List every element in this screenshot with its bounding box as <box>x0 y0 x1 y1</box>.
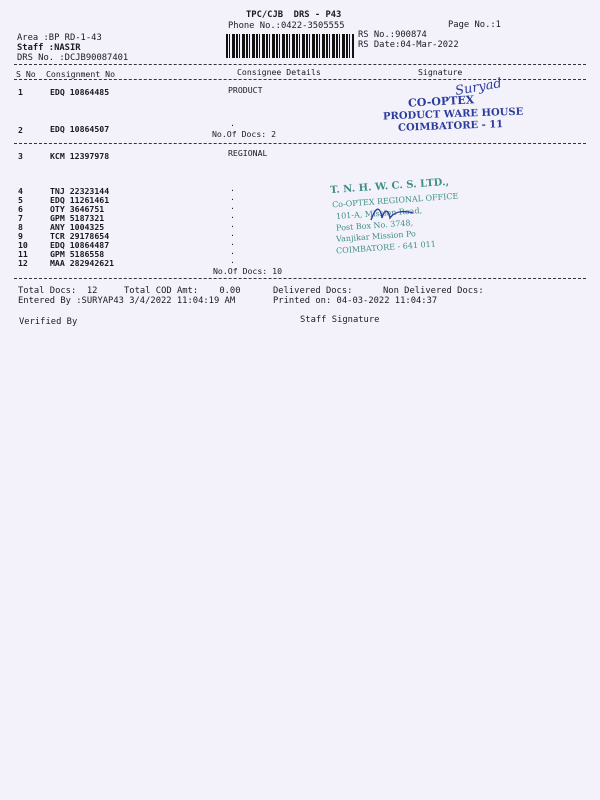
rs-number: RS No.:900874 <box>358 30 427 40</box>
entered-by: Entered By :SURYAP43 3/4/2022 11:04:19 AM <box>18 296 236 306</box>
stamp-line: Post Box No. 3748, <box>335 218 414 233</box>
non-delivered-docs: Non Delivered Docs: <box>383 286 484 296</box>
col-sno: S No <box>16 69 36 79</box>
group-doc-count: No.Of Docs: 10 <box>213 266 283 276</box>
row-consignee: . <box>230 192 235 202</box>
row-consignment: EDQ 10864487 <box>50 240 110 250</box>
row-consignment: TNJ 22323144 <box>50 186 110 196</box>
stamp-line: 101-A, Mission Road, <box>335 206 423 221</box>
total-cod-amount: Total COD Amt: 0.00 <box>124 286 241 296</box>
row-sno: 3 <box>18 151 23 161</box>
row-sno: 2 <box>18 125 23 135</box>
row-consignee: . <box>230 118 235 128</box>
row-consignee: . <box>230 246 235 256</box>
row-consignee: . <box>230 183 235 193</box>
row-consignee: . <box>230 237 235 247</box>
row-consignee: . <box>230 228 235 238</box>
row-consignment: GPM 5186558 <box>50 249 105 259</box>
row-consignment: EDQ 10864507 <box>50 124 110 134</box>
table-end-divider <box>14 278 586 279</box>
row-sno: 5 <box>18 195 23 205</box>
row-sno: 10 <box>18 240 28 250</box>
rs-date: RS Date:04-Mar-2022 <box>358 40 459 50</box>
row-sno: 7 <box>18 213 23 223</box>
row-consignee: . <box>230 201 235 211</box>
stamp-line: Co-OPTEX REGIONAL OFFICE <box>331 191 459 210</box>
row-consignment: ANY 1004325 <box>50 222 105 232</box>
drs-title: TPC/CJB DRS - P43 <box>246 10 342 20</box>
row-consignment: GPM 5187321 <box>50 213 105 223</box>
printed-on: Printed on: 04-03-2022 11:04:37 <box>273 296 438 306</box>
delivered-docs: Delivered Docs: <box>273 286 353 296</box>
barcode-image <box>226 34 354 58</box>
stamp-line: CO-OPTEX <box>407 93 475 110</box>
page-number: Page No.:1 <box>448 20 501 30</box>
row-sno: 4 <box>18 186 23 196</box>
row-consignment: TCR 29178654 <box>50 231 110 241</box>
handwritten-signature: Suryad <box>454 76 503 99</box>
stamp-line: COIMBATORE - 11 <box>397 119 504 134</box>
row-consignee: REGIONAL <box>228 148 268 158</box>
row-sno: 6 <box>18 204 23 214</box>
group-divider <box>14 143 586 144</box>
row-sno: 12 <box>18 258 28 268</box>
stamp-line: Vanjikar Mission Po <box>335 229 417 244</box>
signature-scribble <box>368 204 416 226</box>
total-docs: Total Docs: 12 <box>18 286 98 296</box>
phone-number: Phone No.:0422-3505555 <box>228 21 345 31</box>
stamp-line: PRODUCT WARE HOUSE <box>382 106 524 123</box>
row-consignee: . <box>230 255 235 265</box>
row-sno: 8 <box>18 222 23 232</box>
row-consignee: . <box>230 210 235 220</box>
row-consignment: EDQ 11261461 <box>50 195 110 205</box>
row-sno: 9 <box>18 231 23 241</box>
staff-label: Staff :NASIR <box>17 43 81 53</box>
row-consignment: OTY 3646751 <box>50 204 105 214</box>
verified-by-label: Verified By <box>19 317 78 327</box>
row-sno: 11 <box>18 249 28 259</box>
row-sno: 1 <box>18 87 23 97</box>
staff-signature-label: Staff Signature <box>300 315 380 325</box>
stamp-line: COIMBATORE - 641 011 <box>335 239 437 256</box>
row-consignment: EDQ 10864485 <box>50 87 110 97</box>
row-consignee: . <box>230 219 235 229</box>
drs-number: DRS No. :DCJB90087401 <box>17 53 129 63</box>
row-consignee: PRODUCT <box>228 85 263 95</box>
stamp-line: T. N. H. W. C. S. LTD., <box>329 176 450 197</box>
col-consignment: Consignment No <box>46 69 116 79</box>
col-consignee: Consignee Details <box>237 67 321 77</box>
header-divider <box>14 64 586 65</box>
row-consignment: MAA 282942621 <box>50 258 115 268</box>
col-signature: Signature <box>418 67 463 77</box>
group-doc-count: No.Of Docs: 2 <box>212 129 277 139</box>
row-consignment: KCM 12397978 <box>50 151 110 161</box>
area-label: Area :BP RD-1-43 <box>17 33 102 43</box>
